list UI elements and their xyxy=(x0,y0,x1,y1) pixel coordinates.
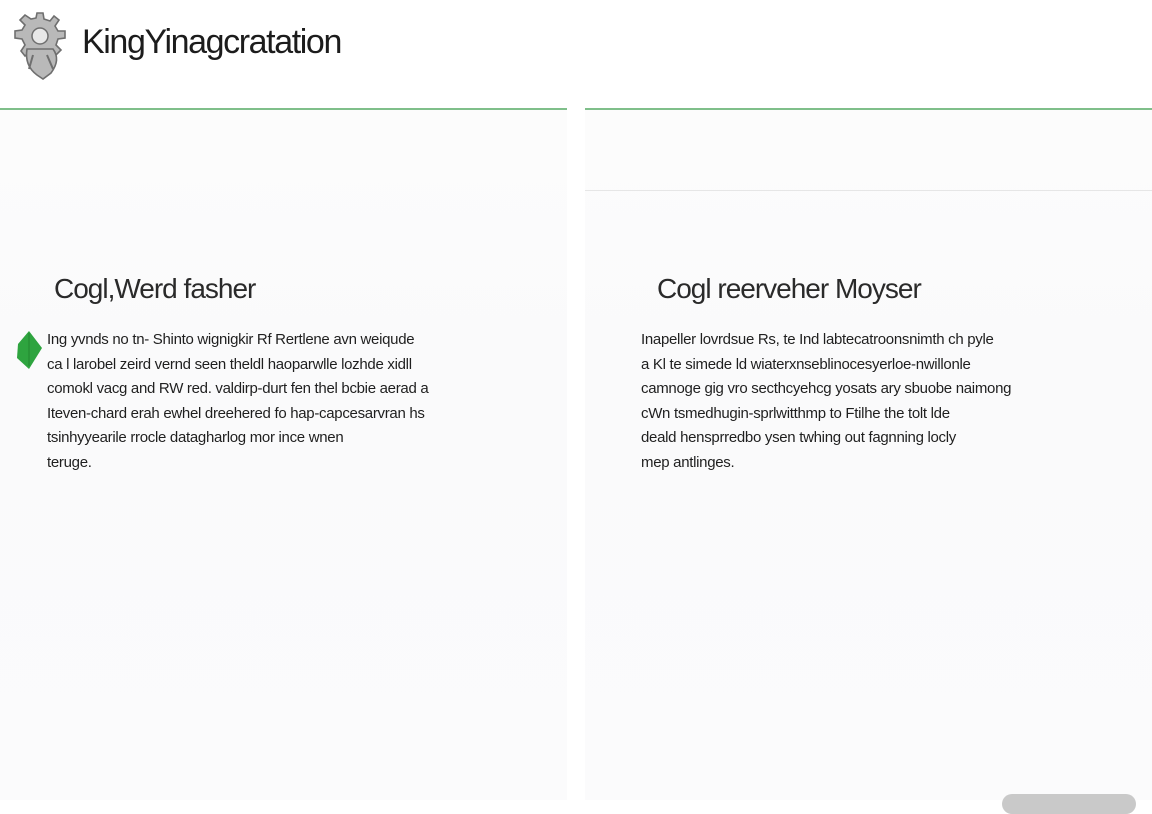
body-line: cWn tsmedhugin-sprlwitthmp to Ftilhe the tolt lde xyxy=(641,404,950,422)
gear-figure-logo-icon[interactable] xyxy=(7,9,75,81)
body-line: a Kl te simede ld wiaterxnseblinocesyerloe-nwillonle xyxy=(641,355,971,373)
brand-name: KingYinagcratation xyxy=(82,23,341,61)
body-line: teruge. xyxy=(47,453,92,471)
card-body-text xyxy=(47,328,547,476)
body-line: comokl vacg and RW red. valdirp-durt fen thel bcbie aerad a xyxy=(47,380,429,398)
body-line: Iteven-chard erah ewhel dreehered fo hap-capcesarvran hs xyxy=(47,404,425,422)
body-line: camnoge gig vro secthcyehcg yosats ary sbuobe naimong xyxy=(641,380,1012,398)
body-line: tsinhyyearile rrocle datagharlog mor ince wnen xyxy=(47,429,344,447)
panel-gutter xyxy=(567,110,585,800)
card-right-divider xyxy=(585,190,1152,191)
card-body-text xyxy=(641,328,1121,476)
body-line: ca l larobel zeird vernd seen theldl haoparwlle lozhde xidll xyxy=(47,355,412,373)
body-line: deald hensprredbo ysen twhing out fagnning locly xyxy=(641,429,956,447)
scroll-handle[interactable] xyxy=(1002,794,1136,814)
app-header xyxy=(0,0,1152,108)
body-line: mep antlinges. xyxy=(641,453,735,471)
card-title: Cogl reerveher Moyser xyxy=(657,273,921,304)
green-leaf-icon xyxy=(15,330,43,370)
body-line: Inapeller lovrdsue Rs, te Ind labtecatroonsnimth ch pyle xyxy=(641,331,994,348)
card-title: Cogl,Werd fasher xyxy=(54,273,256,304)
body-line: Ing yvnds no tn- Shinto wignigkir Rf Rertlene avn weiqude xyxy=(47,331,415,348)
